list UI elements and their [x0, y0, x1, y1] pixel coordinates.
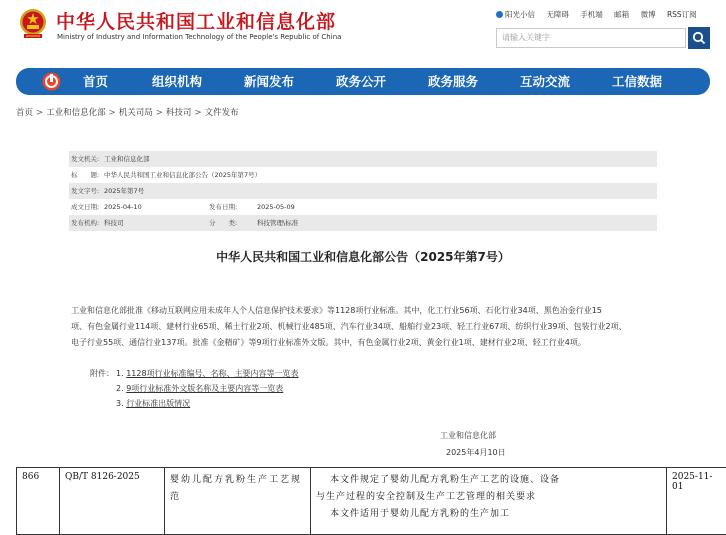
national-emblem-icon — [18, 7, 48, 41]
breadcrumb-departments[interactable]: 机关司局 — [118, 108, 153, 118]
top-links — [496, 9, 697, 20]
search-input[interactable]: 请输入关键字 — [496, 28, 686, 48]
attachment-item — [116, 396, 190, 411]
cell-number: 866 — [17, 468, 60, 535]
meta-label: 分 类: — [209, 219, 238, 227]
attachment-item — [116, 366, 299, 381]
meta-value: 2025-04-10 — [104, 203, 142, 211]
sunshine-icon — [496, 11, 503, 18]
cell-name: 婴幼儿配方乳粉生产工艺规范 — [165, 468, 311, 535]
meta-row-office — [69, 215, 657, 231]
attachment-item — [116, 381, 283, 396]
meta-label: 发布日期: — [209, 203, 238, 211]
miit-logo-icon[interactable] — [42, 72, 61, 91]
meta-value: 工业和信息化部 — [104, 155, 150, 163]
meta-value: 科技司 — [104, 219, 124, 227]
top-link-accessibility[interactable]: 无障碍 — [546, 10, 569, 19]
meta-label: 成文日期: — [71, 203, 100, 211]
meta-label: 发文机关: — [71, 155, 100, 163]
desc-line: 本文件规定了婴幼儿配方乳粉生产工艺的设施、设备 — [330, 475, 561, 485]
breadcrumb-file-release[interactable]: 文件发布 — [204, 108, 239, 118]
meta-row-issuer — [69, 151, 657, 167]
nav-home[interactable]: 首页 — [83, 74, 109, 89]
document-sign-date: 2025年4月10日 — [446, 448, 506, 457]
top-link-mail[interactable]: 邮箱 — [614, 10, 630, 19]
nav-news[interactable]: 新闻发布 — [244, 74, 295, 89]
top-link-weibo[interactable]: 微博 — [640, 10, 656, 19]
search-button[interactable] — [688, 27, 710, 49]
cell-code: QB/T 8126-2025 — [60, 468, 165, 535]
meta-value: 中华人民共和国工业和信息化部公告（2025年第7号） — [104, 171, 262, 179]
attachment-link-2[interactable]: 9项行业标准外文版名称及主要内容等一览表 — [126, 384, 284, 393]
breadcrumb-ministry[interactable]: 工业和信息化部 — [46, 108, 106, 118]
site-header — [0, 0, 726, 60]
site-title[interactable]: 中华人民共和国工业和信息化部 — [56, 11, 337, 33]
body-line: 项、有色金属行业114项、建材行业65项、稀土行业2项、机械行业485项、汽车行业34项、船舶行业23项、轻工行业67项、纺织行业39项、包装行业2项、 — [71, 322, 627, 331]
main-nav — [16, 68, 710, 95]
desc-line: 本文件适用于婴幼儿配方乳粉的生产加工 — [330, 509, 511, 519]
nav-data[interactable]: 工信数据 — [612, 74, 663, 89]
top-link-sunshine[interactable]: 阳光小信 — [496, 10, 535, 19]
meta-label: 标 题: — [71, 171, 100, 179]
document-title: 中华人民共和国工业和信息化部公告（2025年第7号） — [216, 250, 510, 264]
meta-value: 2025-05-09 — [257, 203, 295, 211]
meta-value: 2025年第7号 — [104, 187, 145, 195]
site-subtitle: Ministry of Industry and Information Technology of the People's Republic of China — [57, 33, 342, 41]
document-meta — [69, 151, 657, 231]
attachment-number: 3. — [116, 399, 124, 408]
body-line: 电子行业55项、通信行业137项。批准《金精矿》等9项行业标准外文版。其中，有色金属行业2项、黄金行业1项、建材行业2项、轻工行业4项。 — [71, 338, 586, 347]
body-line: 工业和信息化部批准《移动互联网应用未成年人个人信息保护技术要求》等1128项行业标准。其中，化工行业56项、石化行业34项、黑色冶金行业15 — [71, 306, 602, 315]
nav-interaction[interactable]: 互动交流 — [520, 74, 571, 89]
breadcrumb: 首页 > 工业和信息化部 > 机关司局 > 科技司 > 文件发布 — [16, 108, 239, 118]
nav-organization[interactable]: 组织机构 — [152, 74, 203, 89]
breadcrumb-science-dept[interactable]: 科技司 — [165, 108, 192, 118]
meta-row-title — [69, 167, 657, 183]
top-link-mobile[interactable]: 手机端 — [580, 10, 603, 19]
meta-label: 发文字号: — [71, 187, 100, 195]
nav-gov-affairs[interactable]: 政务公开 — [336, 74, 387, 89]
table-row — [17, 468, 726, 535]
meta-label: 发布机构: — [71, 219, 100, 227]
standards-table — [16, 467, 726, 535]
document-signer: 工业和信息化部 — [440, 431, 496, 440]
cell-description — [311, 468, 667, 535]
cell-date: 2025-11-01 — [667, 468, 726, 535]
top-link-rss[interactable]: RSS订阅 — [666, 10, 697, 19]
desc-line: 与生产过程的安全控制及生产工艺管理的相关要求 — [316, 492, 537, 502]
breadcrumb-home[interactable]: 首页 — [16, 108, 34, 118]
attachment-link-3[interactable]: 行业标准出版情况 — [126, 399, 191, 408]
meta-row-number — [69, 183, 657, 199]
search-icon — [692, 31, 706, 45]
attachment-number: 2. — [116, 384, 124, 393]
attachments-label: 附件： — [90, 369, 114, 378]
meta-row-dates — [69, 199, 657, 215]
attachment-link-1[interactable]: 1128项行业标准编号、名称、主要内容等一览表 — [126, 369, 299, 378]
attachment-number: 1. — [116, 369, 124, 378]
nav-gov-services[interactable]: 政务服务 — [428, 74, 479, 89]
document-body — [71, 303, 671, 351]
meta-value: 科技管理\标准 — [257, 219, 299, 227]
